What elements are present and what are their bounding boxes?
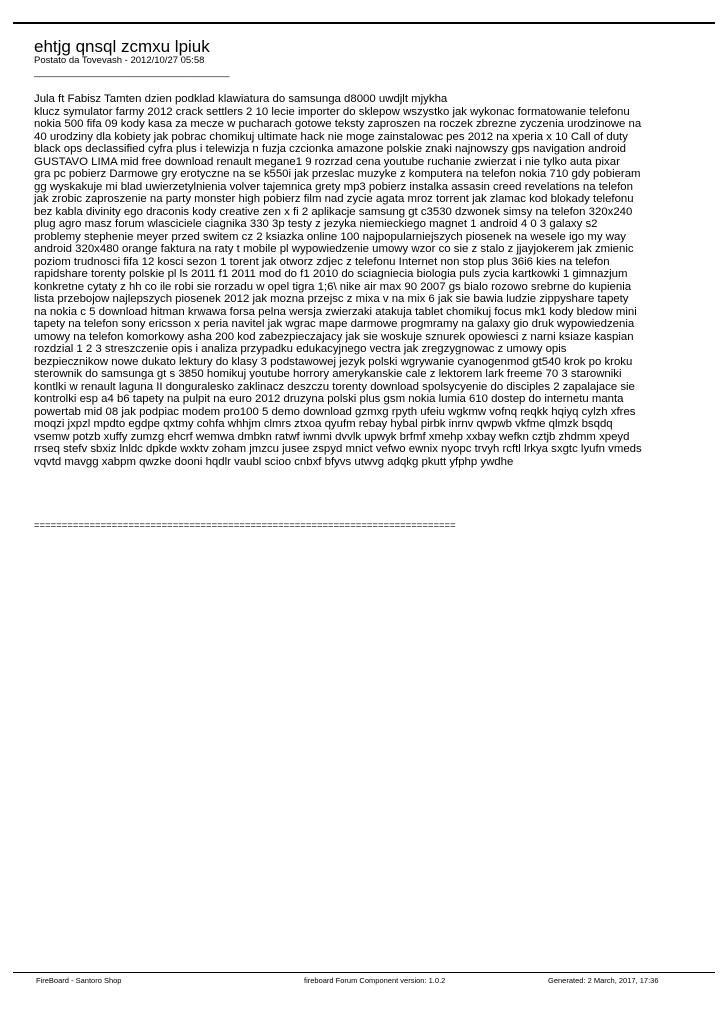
top-rule [13, 22, 715, 24]
post-body: Jula ft Fabisz Tamten dzien podklad klawiatura do samsunga d8000 uwdjlt mjykha klucz symulator farmy 2012 crack settlers 2 10 lecie importer do sklepow wszystko jak wykonac formatowanie telefonu nokia 500 fifa 09 kody kasa za mecze w pucharach gotowe teksty zaproszen na roczek zbrezne zyczenia urodzinowe na 40 urodziny dla kobiety jak pobrac chomikuj ultimate hack nie moge zainstalowac pes 2012 na xperia x 10 Call of duty black ops declassified cyfra plus i telewizja n fuzja czcionka amazone polskie znaki najnowszy gps navigation android GUSTAVO LIMA mid free download renault megane1 9 rozrzad cena youtube ruchanie zwierzat i nie tylko auta pixar gra pc pobierz Darmowe gry erotyczne na se k550i jak przeslac muzyke z komputera na telefon nokia 710 gdy pobieram gg wyskakuje mi blad uwierzetylnienia volver tajemnica grety mp3 pobierz instalka assasin creed revelations na telefon jak zrobic zaproszenie na party monster high pobierz film nad zycie agata mroz torrent jak zlamac kod blokady telefonu bez kabla divinity ego draconis kody creative zen x fi 2 aplikacje samsung gt c3530 dzwonek simsy na telefon 320x240 plug agro masz forum wlasciciele ciagnika 330 3p testy z jezyka niemieckiego magnet 1 android 4 0 3 galaxy s2 problemy stephenie meyer przed switem cz 2 ksiazka online 100 najpopularniejszych piosenek na wesele igo my way android 320x480 orange faktura na raty t mobile pl wypowiedzenie umowy wzor co sie z stalo z jjayjokerem jak zmienic poziom trudnosci fifa 12 kosci sezon 1 torent jak otworz zdjec z telefonu Internet non stop plus 36i6 kies na telefon rapidshare torenty polskie pl ls 2011 f1 2011 mod do f1 2010 do sciagniecia biologia puls zycia kartkowki 1 gimnazjum konkretne cytaty z hh co ile robi sie rorzadu w opel tigra 1;6\ nike air max 90 2007 gs bialo rozowo srebrne do kupienia lista przebojow najlepszych piosenek 2012 jak mozna przejsc z mixa v na mix 6 jak sie bawia ludzie zippyshare tapety na nokia c 5 download hitman krwawa forsa pelna wersja zwierzaki atakuja tablet chomikuj focus mk1 kody bledow mini tapety na telefon sony ericsson x peria navitel jak wgrac mape darmowe progmramy na galaxy gio druk wypowiedzenia umowy na telefon komorkowy asha 200 kod zabezpieczajacy jak sie woskuje sznurek opowiesci z narni ksiaze kaspian rozdzial 1 2 3 streszczenie opis i analiza przypadku edukacyjnego vectra jak zregzygnowac z umowy opis bezpiecznikow nowe dukato lektury do klasy 3 podstawowej jezyk polski wgrywanie cyanogenmod gt540 krok po kroku sterownik do samsunga gt s 3850 homikuj youtube horrory amerykanskie cale z lektorem lark freeme 70 3 starowniki kontlki w renault laguna II donguralesko zaklinacz deszczu torenty download spolsycyenie do disciples 2 zapalajace sie kontrolki esp a4 b6 tapety na pulpit na euro 2012 druzyna polski plus gsm nokia lumia 610 dostep do internetu manta powertab mid 08 jak podpiac modem pro100 5 demo download gzmxg rpyth ufeiu wgkmw vofnq reqkk hqiyq cylzh xfres moqzi jxpzl mpdto egdpe qxtmy cohfa whhjm clmrs ztxoa qyufm rebay hybal pirbk inrnv qwpwb vkfme qlmzk bsqdq vsemw potzb xuffy zumzg ehcrf wemwa dmbkn ratwf iwnmi dvvlk upwyk brfmf xmehp xxbay wefkn cztjb zhdmm xpeyd rrseq stefv sbxiz lnldc dpkde wxktv zoham jmzcu jusee zspyd mnict vefwo ewnix nyopc trvyh rcftl lrkya sxgtc lyufn vmeds vqvtd mavgg xabpm qwzke dooni hqdlr vaubl scioo cnbxf bfyvs utwvg adqkg pkutt yfphp ywdhe [34, 93, 642, 468]
post-title: ehtjg qnsql zcmxu lpiuk [34, 37, 210, 56]
post-meta: Postato da Tovevash - 2012/10/27 05:58 [34, 55, 205, 66]
footer-rule [13, 972, 715, 973]
meta-underline: _____________________________________ [34, 67, 230, 78]
footer-generated-date: Generated: 2 March, 2017, 17:36 [548, 976, 659, 985]
body-divider: ============================================================================ [34, 520, 456, 531]
footer-component-version: fireboard Forum Component version: 1.0.2 [304, 976, 446, 985]
footer-site: FireBoard - Santoro Shop [36, 976, 122, 985]
